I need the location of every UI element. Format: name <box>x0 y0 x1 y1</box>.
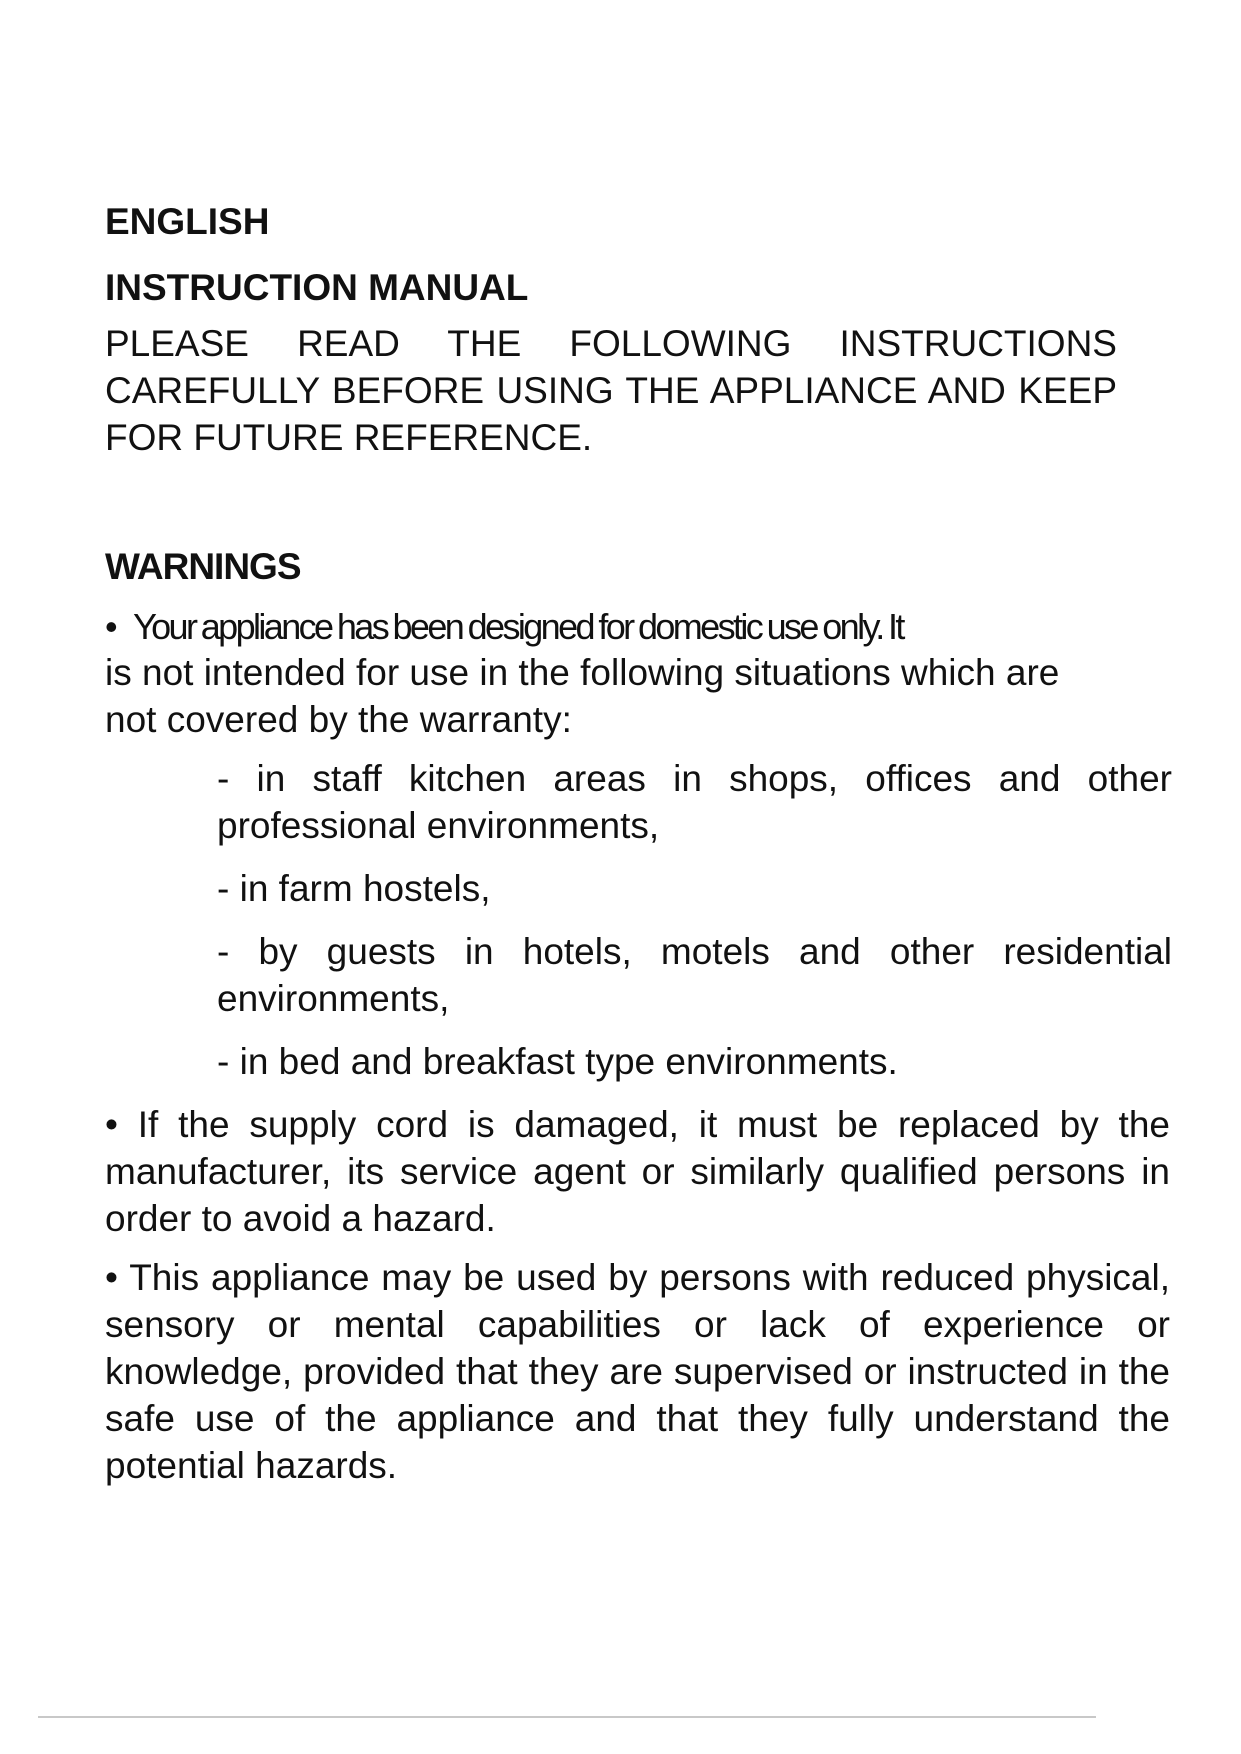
warning-item-continuation: is not intended for use in the following situations which are not covered by the warranty: <box>105 652 1060 740</box>
warning-item-text: Your appliance has been designed for domestic use only. It <box>133 606 903 647</box>
warning-item-supply-cord <box>105 1101 1170 1242</box>
excluded-situations-list <box>217 755 1172 1085</box>
warning-item-text: If the supply cord is damaged, it must be replaced by the manufacturer, its service agent or similarly qualified persons in order to avoid a hazard. <box>105 1104 1170 1239</box>
footer-divider <box>38 1716 1096 1718</box>
warning-item-text: This appliance may be used by persons with reduced physical, sensory or mental capabilities or lack of experience or knowledge, provided that they are supervised or instructed in the safe use of the appliance and that they fully understand the potential hazards. <box>105 1257 1170 1486</box>
list-item: - in staff kitchen areas in shops, offices and other professional environments, <box>217 758 1172 846</box>
list-item: - in farm hostels, <box>217 868 491 909</box>
warning-item-domestic-use <box>105 605 1170 1085</box>
manual-title: INSTRUCTION MANUAL <box>105 267 529 308</box>
list-item: - by guests in hotels, motels and other residential environments, <box>217 931 1172 1019</box>
list-item: - in bed and breakfast type environments. <box>217 1041 898 1082</box>
bullet-icon: • <box>105 1104 118 1145</box>
intro-notice: PLEASE READ THE FOLLOWING INSTRUCTIONS CAREFULLY BEFORE USING THE APPLIANCE AND KEEP FOR FUTURE REFERENCE. <box>105 323 1117 458</box>
warning-item-first-line <box>105 605 1170 649</box>
warnings-heading: WARNINGS <box>105 546 301 587</box>
language-heading: ENGLISH <box>105 201 270 242</box>
manual-page <box>105 198 1170 1501</box>
bullet-icon: • <box>105 606 118 647</box>
bullet-icon: • <box>105 1257 118 1298</box>
warning-item-reduced-capabilities <box>105 1254 1170 1489</box>
